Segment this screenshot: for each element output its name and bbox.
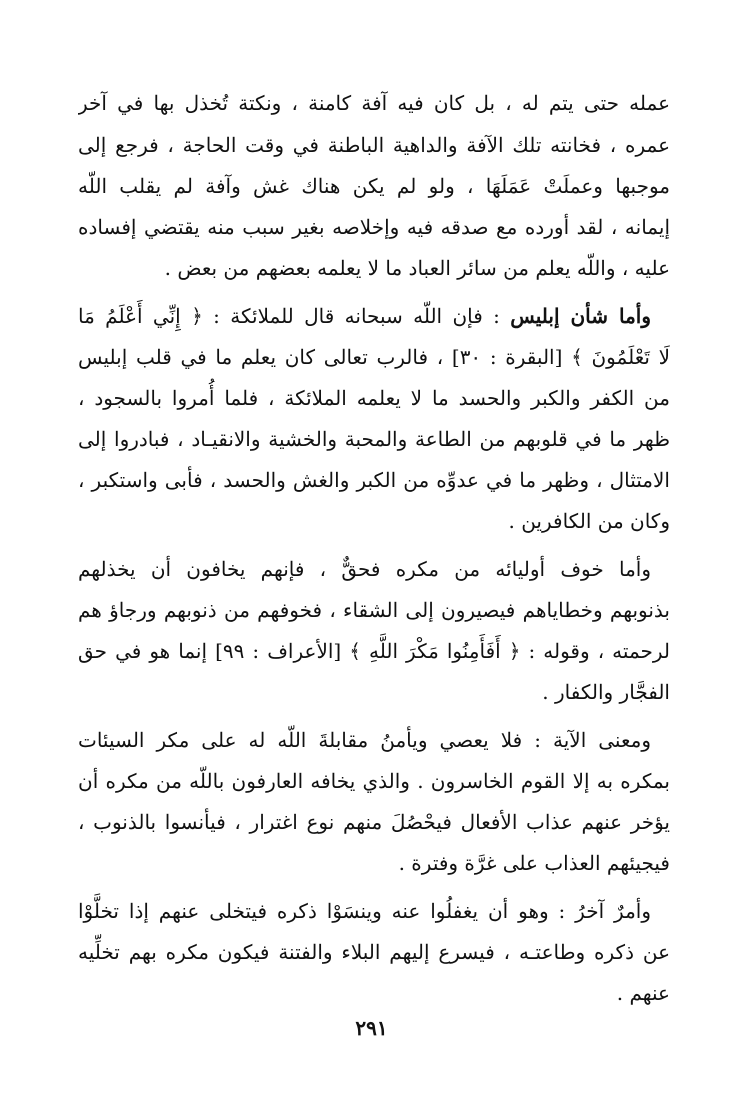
- paragraph-4-line-2: بمكره به إلا القوم الخاسرون . والذي يخافه العارفون باللّه من مكره أن: [78, 769, 670, 793]
- paragraph-4-line-1: ومعنى الآية : فلا يعصي ويأمنُ مقابلةَ اللّه له على مكر السيئات: [78, 728, 651, 752]
- paragraph-3-line-1: وأما خوف أوليائه من مكره فحقٌّ ، فإنهم يخافون أن يخذلهم: [78, 557, 651, 581]
- paragraph-2-heading: وأما شأن إبليس: [510, 304, 651, 328]
- page-number: ٢٩١: [355, 1016, 388, 1040]
- paragraph-2-line-5: الامتثال ، وظهر ما في عدوِّه من الكبر والغش والحسد ، فأبى واستكبر ،: [78, 468, 670, 492]
- paragraph-5-line-1: وأمرٌ آخرُ : وهو أن يغفلُوا عنه وينسَوْا ذكره فيتخلى عنهم إذا تخلَّوْا: [78, 899, 651, 923]
- paragraph-3-line-4: الفجَّار والكفار .: [542, 680, 670, 704]
- paragraph-2-line-1-text: : فإن اللّه سبحانه قال للملائكة : ﴿ إِنِّي أَعْلَمُ مَا: [78, 304, 511, 328]
- paragraph-5-line-3: عنهم .: [616, 981, 670, 1005]
- paragraph-1-line-5: عليه ، واللّه يعلم من سائر العباد ما لا يعلمه بعضهم من بعض .: [164, 256, 670, 280]
- paragraph-2-line-6: وكان من الكافرين .: [508, 509, 670, 533]
- paragraph-1-line-4: إيمانه ، لقد أورده مع صدقه فيه وإخلاصه بغير سبب منه يقتضي إفساده: [78, 215, 670, 239]
- paragraph-2-line-4: ظهر ما في قلوبهم من الطاعة والمحبة والخشية والانقيـاد ، فبادروا إلى: [78, 427, 670, 451]
- paragraph-1-line-1: عمله حتى يتم له ، بل كان فيه آفة كامنة ، ونكتة تُخذل بها في آخر: [78, 91, 670, 115]
- paragraph-2-line-1: [78, 296, 651, 336]
- paragraph-1-line-2: عمره ، فخانته تلك الآفة والداهية الباطنة في وقت الحاجة ، فرجع إلى: [78, 133, 670, 157]
- paragraph-3-line-2: بذنوبهم وخطاياهم فيصيرون إلى الشقاء ، فخوفهم من ذنوبهم ورجاؤ هم: [78, 598, 670, 622]
- paragraph-2-line-3: من الكفر والكبر والحسد ما لا يعلمه الملائكة ، فلما أُمروا بالسجود ،: [78, 386, 670, 410]
- paragraph-1-line-3: موجبها وعملَتْ عَمَلَهَا ، ولو لم يكن هناك غش وآفة لم يقلب اللّه: [78, 174, 670, 198]
- paragraph-3-line-3: لرحمته ، وقوله : ﴿ أَفَأَمِنُوا مَكْرَ اللَّهِ ﴾ [الأعراف : ٩٩] إنما هو في حق: [78, 639, 670, 663]
- paragraph-2-line-2: لَا تَعْلَمُونَ ﴾ [البقرة : ٣٠] ، فالرب تعالى كان يعلم ما في قلب إبليس: [78, 345, 670, 369]
- paragraph-4-line-3: يؤخر عنهم عذاب الأفعال فيحْصُلَ منهم نوع اغترار ، فيأنسوا بالذنوب ،: [78, 810, 670, 834]
- paragraph-5-line-2: عن ذكره وطاعتـه ، فيسرع إليهم البلاء والفتنة فيكون مكره بهم تخلِّيه: [78, 940, 670, 964]
- paragraph-4-line-4: فيجيئهم العذاب على غرَّة وفترة .: [398, 851, 670, 875]
